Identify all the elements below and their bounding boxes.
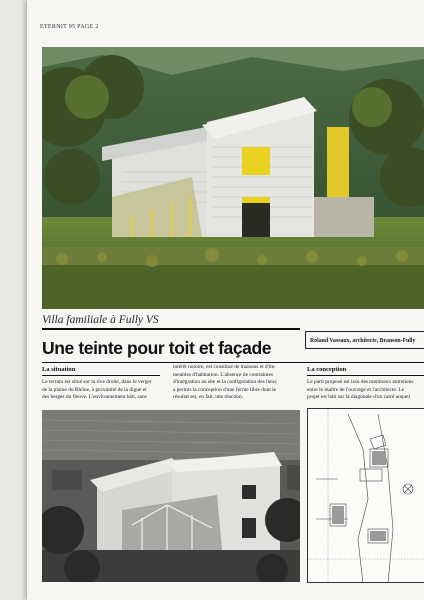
- situation-text: [42, 379, 168, 402]
- article-subtitle: Villa familiale à Fully VS: [42, 314, 300, 330]
- conception-text: [307, 379, 424, 402]
- heading-situation: La situation: [42, 366, 76, 373]
- text-line: Le terrain est situé sur la rive droite, dans le verger: [42, 379, 152, 385]
- column-underline: [42, 375, 160, 376]
- column-underline: [307, 375, 424, 376]
- middle-text: [173, 364, 301, 402]
- villa-color-photo: [42, 47, 424, 309]
- magazine-page: [27, 0, 424, 600]
- bottom-photo: [42, 410, 300, 582]
- text-line: de la plaine du Rhône, à proximité de la digue et: [42, 386, 147, 393]
- heading-conception: La conception: [307, 366, 347, 373]
- top-photo: [42, 47, 424, 309]
- architect-credit: Roland Vassaux, architecte, Branson-Fully: [305, 331, 424, 349]
- villa-bw-photo: [42, 410, 300, 582]
- text-line: d'intégration au site et la configuration des lieux: [173, 379, 277, 386]
- text-line: meubles d'habitation. L'absence de contraintes: [173, 371, 273, 378]
- column-rule: [42, 362, 424, 363]
- text-line: résultat est, en fait, une réaction.: [173, 394, 244, 401]
- article-headline: Une teinte pour toit et façade: [42, 338, 272, 358]
- site-plan-drawing: [308, 409, 424, 583]
- text-line: des berges du fleuve. L'environnement bâti, sans: [42, 394, 147, 401]
- text-line: intérêt notoire, est constitué de maisons et d'im-: [173, 364, 277, 370]
- text-line: projet est bâti sur la diagonale d'un carré auquel: [307, 394, 411, 401]
- text-line: entre le maître de l'ouvrage et l'architecte. Le: [307, 386, 405, 393]
- running-head: ETERNIT 95 PAGE 2: [40, 24, 99, 30]
- site-plan: [307, 408, 424, 583]
- text-line: Le parti proposé est issu des nombreux entretiens: [307, 379, 414, 385]
- text-line: a permis la conception d'une forme libre dont le: [173, 386, 277, 393]
